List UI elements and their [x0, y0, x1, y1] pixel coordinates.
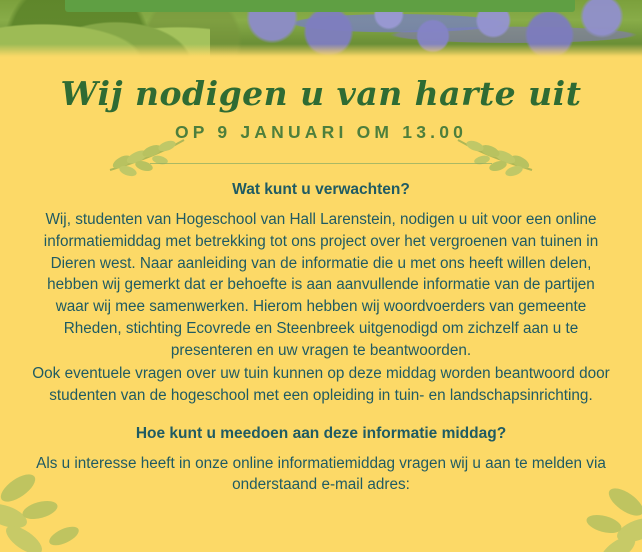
divider [0, 149, 642, 177]
banner-fade-overlay [0, 44, 642, 58]
section-paragraph: Wij, studenten van Hogeschool van Hall Larenstein, nodigen u uit voor een online informatiemiddag met betrekking tot ons project over het vergroenen van tuinen in Dieren west. Naar aanleiding van de informatie die u met ons heeft willen delen, hebben wij gemerkt dat er behoefte is aan aanvullende informatie van de partijen waar wij mee samenwerken. Hierom hebben wij woordvoerders van gemeente Rheden, stichting Ecovrede en Steenbreek uitgenodigd om zichzelf aan u te presenteren en uw vragen te beantwoorden. [43, 211, 599, 359]
section-title-expectations: Wat kunt u verwachten? [232, 181, 410, 199]
divider-line [150, 163, 492, 164]
green-title-bar [65, 0, 575, 12]
section-title-participation: Hoe kunt u meedoen aan deze informatie middag? [135, 424, 507, 442]
section-paragraph: Als u interesse heeft in onze online informatiemiddag vragen wij u aan te melden via onderstaand e-mail adres: [36, 454, 606, 494]
invitation-headline: Wij nodigen u van harte uit [60, 74, 582, 113]
header-photo-banner [0, 0, 642, 58]
section-paragraph: Ook eventuele vragen over uw tuin kunnen op deze middag worden beantwoord door studenten van de hogeschool met een opleiding in tuin- en landschapsinrichting. [32, 365, 610, 405]
invitation-content [0, 58, 642, 496]
invitation-date-time: OP 9 JANUARI OM 13.00 [174, 122, 468, 143]
